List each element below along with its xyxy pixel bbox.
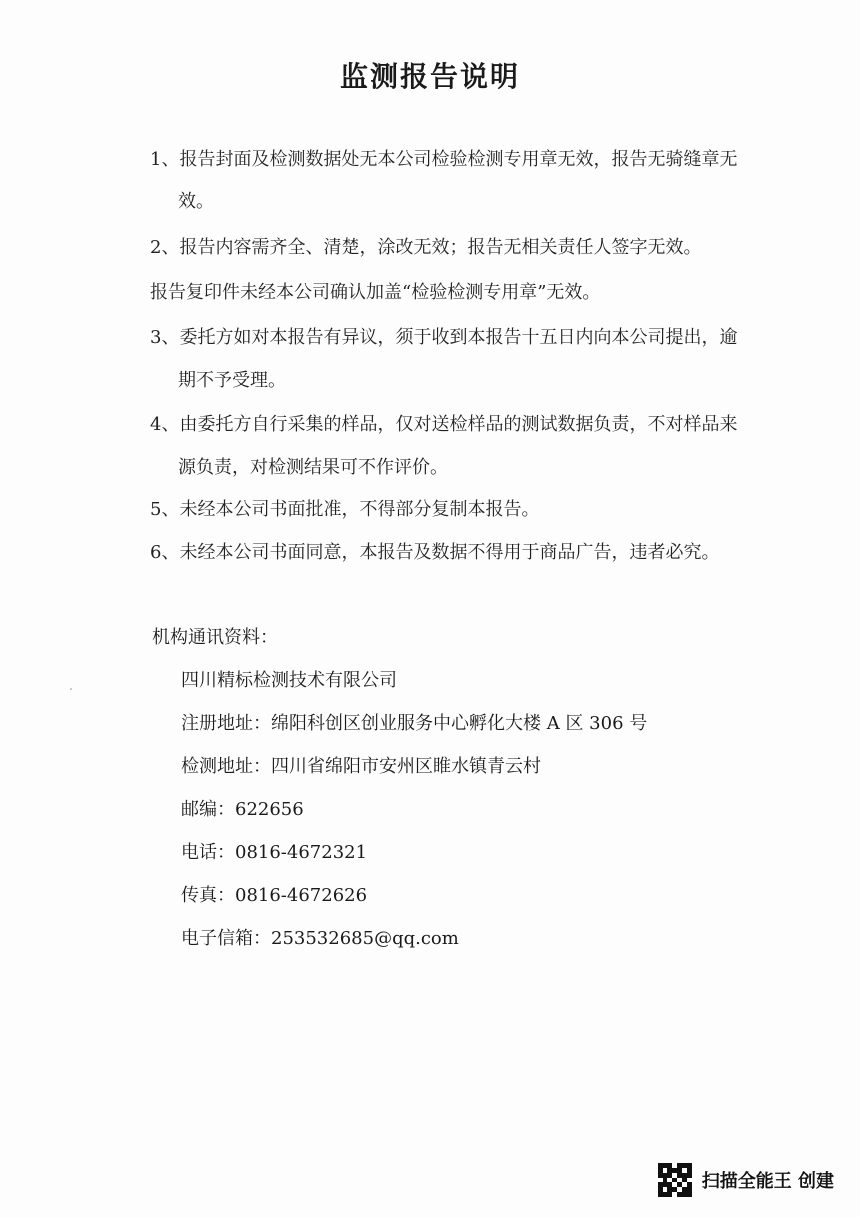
postcode-label: 邮编： [181,799,235,820]
note-line-1-cont: 效。 [178,191,214,212]
email-row [181,926,459,952]
scanner-watermark [658,1163,834,1197]
email-label: 电子信箱： [181,928,271,949]
page-title: 监测报告说明 [339,60,520,93]
qr-code-icon [658,1163,692,1197]
postcode-row [181,797,304,823]
note-line-6: 6、未经本公司书面同意，本报告及数据不得用于商品广告，违者必究。 [150,542,720,563]
contact-heading: 机构通讯资料： [152,627,278,648]
phone-row [181,840,367,866]
note-line-2: 2、报告内容需齐全、清楚，涂改无效；报告无相关责任人签字无效。 [150,237,702,258]
note-line-1: 1、报告封面及检测数据处无本公司检验检测专用章无效，报告无骑缝章无 [150,149,738,170]
company-name: 四川精标检测技术有限公司 [181,670,397,691]
fax-label: 传真： [181,885,235,906]
scan-speck [70,688,72,690]
note-line-3-cont: 期不予受理。 [178,370,286,391]
registered-address-row [181,711,647,737]
test-address-label: 检测地址： [181,756,271,777]
fax-value: 0816-4672626 [235,885,368,906]
note-line-4-cont: 源负责，对检测结果可不作评价。 [178,457,448,478]
test-address-value: 四川省绵阳市安州区睢水镇青云村 [271,756,541,777]
scanner-brand-label: 扫描全能王 创建 [701,1171,834,1192]
email-value: 253532685@qq.com [271,928,459,949]
test-address-row [181,754,541,780]
phone-label: 电话： [181,842,235,863]
registered-address-value: 绵阳科创区创业服务中心孵化大楼 A 区 306 号 [271,713,648,734]
registered-address-label: 注册地址： [181,713,271,734]
note-line-3: 3、委托方如对本报告有异议，须于收到本报告十五日内向本公司提出，逾 [150,327,738,348]
fax-row [181,883,367,909]
note-line-4: 4、由委托方自行采集的样品，仅对送检样品的测试数据负责，不对样品来 [150,414,738,435]
postcode-value: 622656 [235,799,304,820]
phone-value: 0816-4672321 [235,842,368,863]
note-line-2-cont: 报告复印件未经本公司确认加盖“检验检测专用章”无效。 [150,282,601,303]
note-line-5: 5、未经本公司书面批准，不得部分复制本报告。 [150,499,540,520]
